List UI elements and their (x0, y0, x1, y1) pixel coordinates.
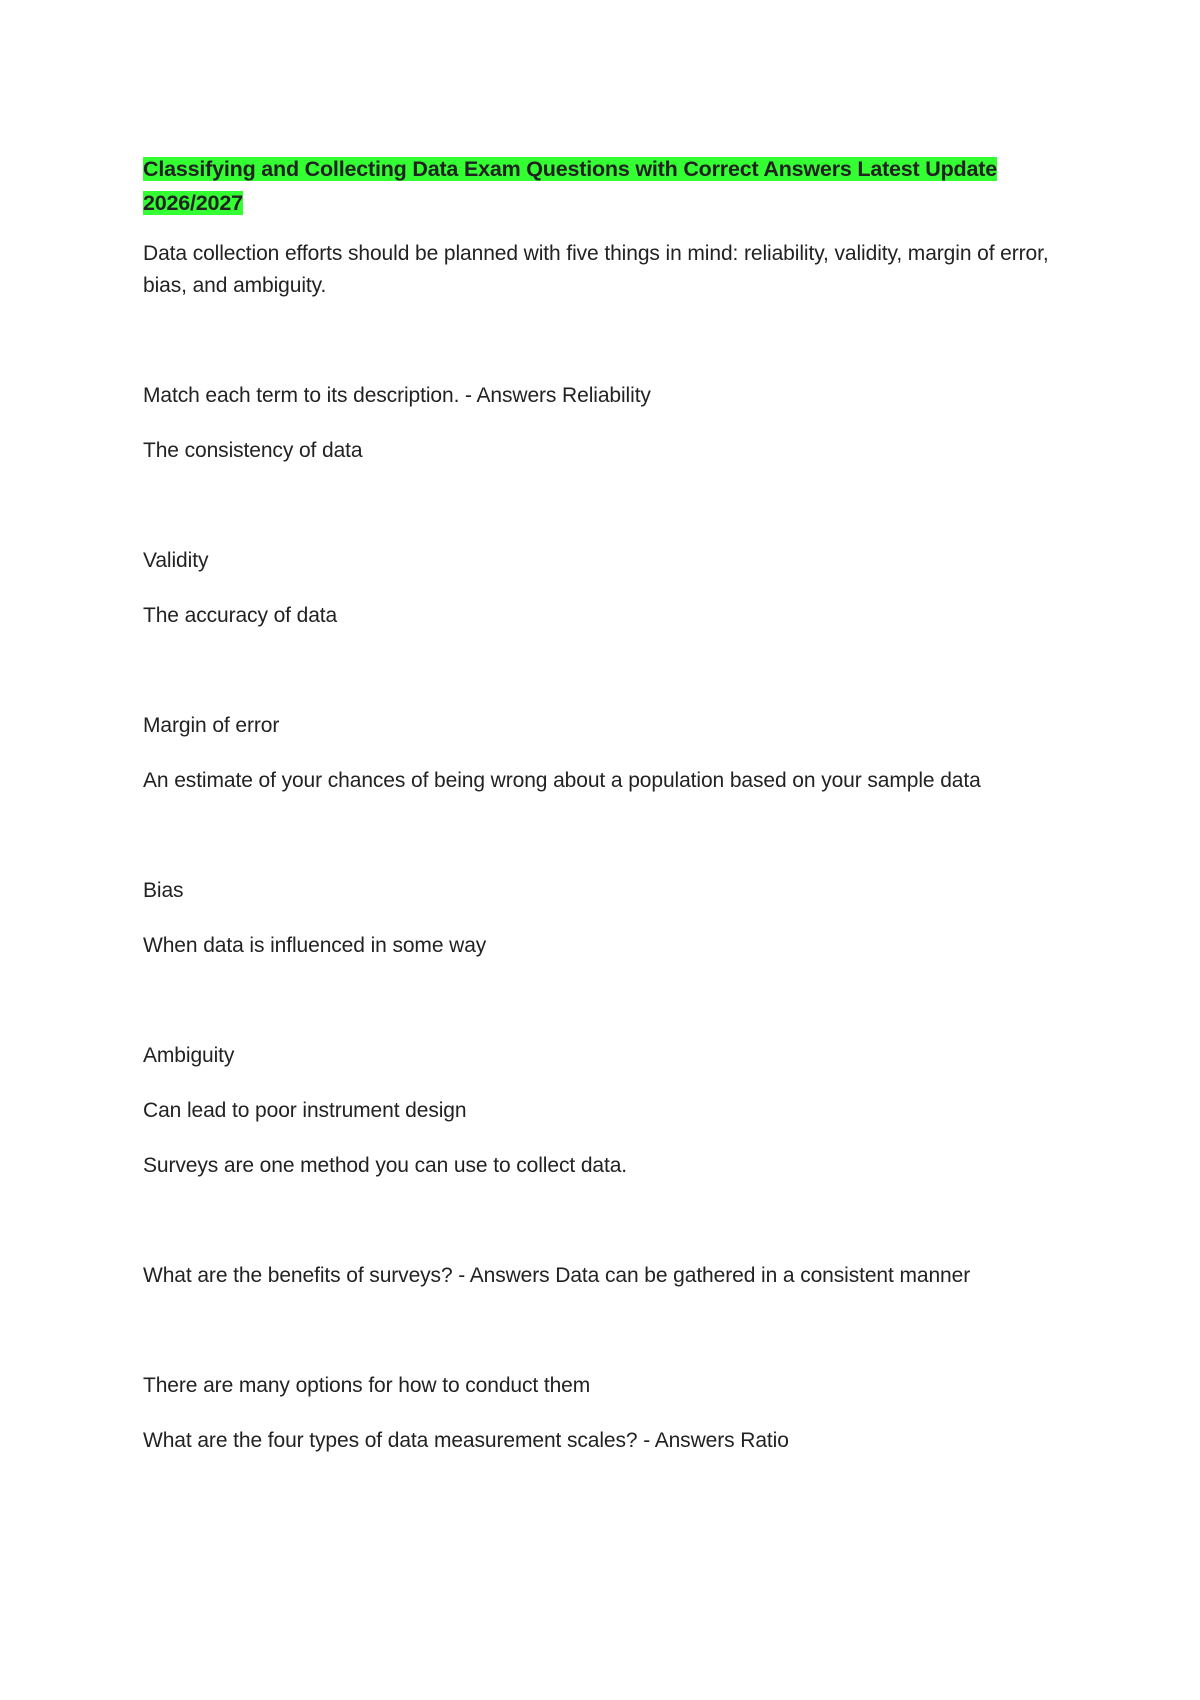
intro-paragraph: Data collection efforts should be planned with five things in mind: reliability, validity, margin of error, bias, and ambiguity. (143, 242, 1049, 297)
surveys-statement: Surveys are one method you can use to collect data. (143, 1154, 628, 1177)
question-match-terms: Match each term to its description. - Answers Reliability (143, 384, 651, 407)
answer-ambiguity: Can lead to poor instrument design (143, 1099, 467, 1122)
answer-margin-of-error: An estimate of your chances of being wrong about a population based on your sample data (143, 769, 981, 792)
answer-survey-options: There are many options for how to conduct them (143, 1374, 591, 1397)
term-bias: Bias (143, 879, 184, 902)
answer-validity: The accuracy of data (143, 604, 338, 627)
document-title (143, 152, 1063, 220)
term-margin-of-error: Margin of error (143, 714, 280, 737)
answer-reliability: The consistency of data (143, 439, 363, 462)
question-measurement-scales: What are the four types of data measurement scales? - Answers Ratio (143, 1429, 789, 1452)
term-validity: Validity (143, 549, 209, 572)
title-highlight: Classifying and Collecting Data Exam Questions with Correct Answers Latest Update 2026/2027 (143, 157, 997, 215)
document-page (143, 152, 1063, 1457)
question-survey-benefits: What are the benefits of surveys? - Answers Data can be gathered in a consistent manner (143, 1264, 971, 1287)
term-ambiguity: Ambiguity (143, 1044, 235, 1067)
answer-bias: When data is influenced in some way (143, 934, 487, 957)
